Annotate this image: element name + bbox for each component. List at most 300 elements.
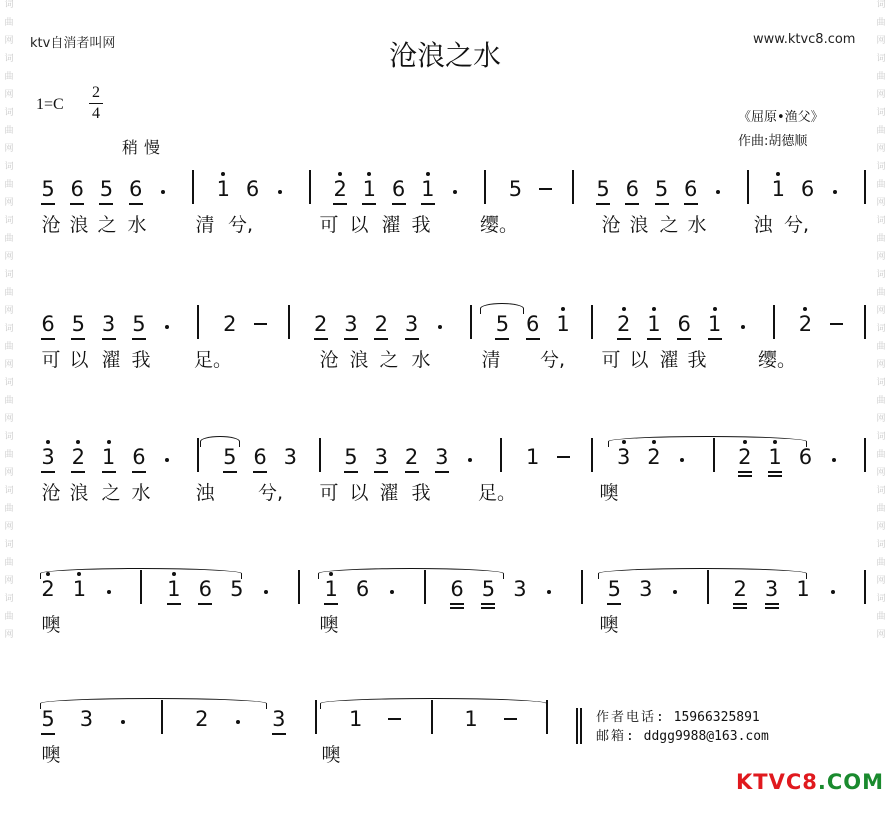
note-digit: 2 xyxy=(647,445,661,469)
note-digit: 3 xyxy=(435,445,449,469)
note xyxy=(646,446,662,468)
watermark-char: 网 xyxy=(876,630,886,640)
watermark-char: 曲 xyxy=(876,180,886,190)
note xyxy=(323,578,339,600)
note-digit: 1 xyxy=(796,577,810,601)
note xyxy=(767,446,783,468)
note xyxy=(197,578,213,600)
beam-line xyxy=(333,203,347,205)
barline xyxy=(309,170,311,204)
note-digit: 1 xyxy=(349,707,363,731)
note xyxy=(282,446,298,468)
note-digit: 6 xyxy=(245,177,260,201)
watermark-char: 网 xyxy=(4,252,14,262)
slur xyxy=(40,698,267,709)
barline xyxy=(747,170,749,204)
lyric-syllable: 可 xyxy=(601,349,621,371)
lyric-syllable: 足。 xyxy=(194,349,233,371)
watermark-char: 网 xyxy=(4,144,14,154)
watermark-char: 词 xyxy=(4,54,14,64)
note xyxy=(101,446,117,468)
watermark-char: 网 xyxy=(4,90,14,100)
lyric-syllable: 沧 xyxy=(41,482,61,504)
watermark-char: 词 xyxy=(4,540,14,550)
augmentation-dot xyxy=(264,590,268,594)
lyric-syllable: 兮, xyxy=(258,482,284,504)
note-digit: 1 xyxy=(464,707,478,731)
barline xyxy=(572,170,574,204)
lyric-syllable: 浪 xyxy=(629,214,649,236)
lyric-syllable: 以 xyxy=(69,349,89,371)
octave-dot xyxy=(652,307,656,311)
lyric-line xyxy=(0,214,890,240)
octave-dot xyxy=(46,440,50,444)
beam-line xyxy=(625,203,639,205)
watermark-char: 词 xyxy=(4,594,14,604)
beam-line xyxy=(41,471,55,473)
octave-dot xyxy=(338,172,342,176)
watermark-char: 曲 xyxy=(4,18,14,28)
augmentation-dot xyxy=(468,458,472,462)
beam-line xyxy=(738,475,752,477)
lyric-syllable: 浊 xyxy=(753,214,773,236)
extension-dash xyxy=(557,456,570,458)
lyric-syllable: 浪 xyxy=(69,482,89,504)
augmentation-dot xyxy=(236,720,240,724)
note xyxy=(555,313,571,335)
time-signature-top: 2 xyxy=(92,84,100,101)
augmentation-dot xyxy=(833,190,837,194)
note xyxy=(70,313,86,335)
watermark-char: 网 xyxy=(876,252,886,262)
lyric-syllable: 我 xyxy=(411,214,431,236)
note-digit: 6 xyxy=(677,312,691,336)
beam-line xyxy=(405,338,419,340)
note xyxy=(737,446,753,468)
beam-line xyxy=(102,338,116,340)
watermark-char: 曲 xyxy=(4,450,14,460)
watermark-char: 网 xyxy=(876,414,886,424)
lyric-syllable: 沧 xyxy=(601,214,621,236)
beam-line xyxy=(684,203,698,205)
note-digit: 3 xyxy=(344,312,358,336)
note xyxy=(616,313,632,335)
watermark-char: 词 xyxy=(876,162,886,172)
final-barline-2 xyxy=(580,708,582,744)
watermark-char: 曲 xyxy=(876,234,886,244)
beam-line xyxy=(768,475,782,477)
beam-line xyxy=(223,471,237,473)
watermark-char: 曲 xyxy=(876,450,886,460)
watermark-char: 曲 xyxy=(876,18,886,28)
note-digit: 5 xyxy=(508,177,523,201)
note xyxy=(373,313,389,335)
barline xyxy=(591,438,593,472)
watermark-char: 曲 xyxy=(4,558,14,568)
note xyxy=(404,446,420,468)
note xyxy=(683,178,699,200)
watermark-char: 词 xyxy=(4,486,14,496)
slur xyxy=(608,436,807,447)
watermark-char: 网 xyxy=(4,576,14,586)
lyric-line xyxy=(0,614,890,640)
note-digit: 5 xyxy=(223,445,237,469)
octave-dot xyxy=(107,440,111,444)
slur xyxy=(320,698,547,709)
lyric-syllable: 缨。 xyxy=(480,214,519,236)
lyric-syllable: 水 xyxy=(687,214,707,236)
note xyxy=(40,313,56,335)
lyric-syllable: 我 xyxy=(687,349,707,371)
augmentation-dot xyxy=(165,458,169,462)
note xyxy=(271,708,287,730)
watermark-char: 曲 xyxy=(876,126,886,136)
beam-line xyxy=(495,338,509,340)
note xyxy=(194,708,210,730)
note-digit: 2 xyxy=(616,312,631,336)
beam-line xyxy=(481,607,495,609)
lyric-syllable: 噢 xyxy=(599,614,619,636)
lyric-syllable: 之 xyxy=(97,214,117,236)
lyric-syllable: 噢 xyxy=(41,744,61,766)
lyric-syllable: 清 xyxy=(195,214,215,236)
octave-dot xyxy=(776,172,780,176)
watermark-char: 网 xyxy=(4,360,14,370)
note xyxy=(404,313,420,335)
note xyxy=(616,446,632,468)
barline xyxy=(773,305,775,339)
watermark-char: 网 xyxy=(876,306,886,316)
note-digit: 6 xyxy=(132,445,146,469)
barline xyxy=(288,305,290,339)
note xyxy=(654,178,670,200)
lyric-syllable: 之 xyxy=(379,349,399,371)
note-digit: 2 xyxy=(374,312,388,336)
site-header-left: ktv自消者叫网 xyxy=(30,36,116,51)
augmentation-dot xyxy=(107,590,111,594)
lyric-syllable: 兮, xyxy=(784,214,810,236)
note-digit: 1 xyxy=(72,577,87,601)
watermark-char: 网 xyxy=(4,306,14,316)
note xyxy=(131,313,147,335)
octave-dot xyxy=(803,307,807,311)
octave-dot xyxy=(561,307,565,311)
note-digit: 5 xyxy=(607,577,621,601)
watermark-char: 曲 xyxy=(876,396,886,406)
note-digit: 3 xyxy=(513,577,527,601)
augmentation-dot xyxy=(438,325,442,329)
barline xyxy=(581,570,583,604)
lyric-syllable: 以 xyxy=(629,349,649,371)
extension-dash xyxy=(504,718,517,720)
note xyxy=(732,578,748,600)
lyric-syllable: 可 xyxy=(319,482,339,504)
note xyxy=(355,578,371,600)
note-digit: 1 xyxy=(167,577,181,601)
note-digit: 5 xyxy=(99,177,114,201)
note-line xyxy=(0,560,890,608)
note-digit: 6 xyxy=(391,177,406,201)
watermark-char: 曲 xyxy=(876,72,886,82)
note xyxy=(40,578,56,600)
beam-line xyxy=(167,603,181,605)
lyric-syllable: 水 xyxy=(411,349,431,371)
lyric-syllable: 兮, xyxy=(228,214,254,236)
beam-line xyxy=(71,338,85,340)
lyric-syllable: 水 xyxy=(127,214,147,236)
note xyxy=(222,313,238,335)
watermark-char: 曲 xyxy=(4,288,14,298)
watermark-char: 曲 xyxy=(4,234,14,244)
note xyxy=(770,178,786,200)
contact-info xyxy=(596,708,769,746)
phone-label: 作者电话: xyxy=(596,710,666,725)
octave-dot xyxy=(221,172,225,176)
beam-line xyxy=(253,471,267,473)
lyric-syllable: 可 xyxy=(319,214,339,236)
note xyxy=(800,178,816,200)
note xyxy=(434,446,450,468)
note-digit: 1 xyxy=(771,177,786,201)
augmentation-dot xyxy=(680,458,684,462)
note-digit: 6 xyxy=(450,577,464,601)
phone-number: 15966325891 xyxy=(673,710,760,725)
lyric-syllable: 噢 xyxy=(321,744,341,766)
note-digit: 1 xyxy=(421,177,435,201)
augmentation-dot xyxy=(831,590,835,594)
beam-line xyxy=(733,603,747,605)
note xyxy=(98,178,114,200)
lyric-syllable: 噢 xyxy=(41,614,61,636)
note xyxy=(420,178,436,200)
watermark-char: 网 xyxy=(876,576,886,586)
lyric-syllable: 缨。 xyxy=(758,349,797,371)
note-digit: 5 xyxy=(344,445,358,469)
watermark-char: 词 xyxy=(4,108,14,118)
note-digit: 5 xyxy=(132,312,146,336)
barline xyxy=(864,170,866,204)
note-digit: 1 xyxy=(101,445,116,469)
note xyxy=(676,313,692,335)
lyric-syllable: 可 xyxy=(41,349,61,371)
lyric-syllable: 我 xyxy=(411,482,431,504)
beam-line xyxy=(481,603,495,605)
beam-line xyxy=(677,338,691,340)
note-digit: 1 xyxy=(647,312,661,336)
lyric-syllable: 濯 xyxy=(101,349,121,371)
note-digit: 2 xyxy=(313,312,328,336)
watermark-char: 网 xyxy=(876,90,886,100)
site-logo xyxy=(736,770,884,794)
note-digit: 3 xyxy=(374,445,388,469)
note xyxy=(128,178,144,200)
lyric-syllable: 以 xyxy=(349,214,369,236)
note xyxy=(40,446,56,468)
beam-line xyxy=(607,603,621,605)
note xyxy=(797,313,813,335)
note-digit: 1 xyxy=(362,177,377,201)
augmentation-dot xyxy=(547,590,551,594)
composer-credit: 作曲:胡德顺 xyxy=(738,134,808,149)
extension-dash xyxy=(254,323,267,325)
watermark-char: 网 xyxy=(876,198,886,208)
note-digit: 2 xyxy=(333,177,347,201)
note-digit: 3 xyxy=(283,445,298,469)
extension-dash xyxy=(388,718,401,720)
time-signature xyxy=(89,84,103,123)
email-label: 邮箱: xyxy=(596,729,636,744)
lyric-syllable: 浪 xyxy=(349,349,369,371)
lyric-line xyxy=(0,482,890,508)
note xyxy=(222,446,238,468)
beam-line xyxy=(41,203,55,205)
note xyxy=(313,313,329,335)
note-digit: 2 xyxy=(798,312,813,336)
barline xyxy=(591,305,593,339)
augmentation-dot xyxy=(278,190,282,194)
beam-line xyxy=(99,203,113,205)
watermark-char: 曲 xyxy=(876,342,886,352)
note xyxy=(252,446,268,468)
watermark-char: 词 xyxy=(876,108,886,118)
note xyxy=(373,446,389,468)
watermark-char: 网 xyxy=(4,198,14,208)
watermark-char: 词 xyxy=(4,162,14,172)
final-barline xyxy=(576,708,578,744)
watermark-char: 曲 xyxy=(4,342,14,352)
beam-line xyxy=(198,603,212,605)
barline xyxy=(197,305,199,339)
note-digit: 2 xyxy=(738,445,752,469)
time-signature-bottom: 4 xyxy=(92,105,100,122)
octave-dot xyxy=(426,172,430,176)
watermark-char: 词 xyxy=(876,0,886,10)
note-digit: 6 xyxy=(198,577,212,601)
beam-line xyxy=(41,338,55,340)
note-digit: 3 xyxy=(101,312,116,336)
barline xyxy=(470,305,472,339)
beam-line xyxy=(392,203,406,205)
email-address: ddgg9988@163.com xyxy=(643,729,769,744)
beam-line xyxy=(374,338,388,340)
key-signature: 1=C xyxy=(36,96,64,113)
note-digit: 3 xyxy=(41,445,55,469)
note-digit: 1 xyxy=(556,312,570,336)
lyric-syllable: 以 xyxy=(349,482,369,504)
watermark-char: 词 xyxy=(4,0,14,10)
note xyxy=(69,178,85,200)
lyric-line xyxy=(0,744,890,770)
note-digit: 2 xyxy=(71,445,85,469)
note xyxy=(40,178,56,200)
beam-line xyxy=(647,338,661,340)
beam-line xyxy=(617,338,631,340)
note-line xyxy=(0,295,890,343)
note xyxy=(480,578,496,600)
note-digit: 3 xyxy=(404,312,419,336)
note-digit: 6 xyxy=(800,177,815,201)
octave-dot xyxy=(76,440,80,444)
note xyxy=(606,578,622,600)
augmentation-dot xyxy=(673,590,677,594)
beam-line xyxy=(733,607,747,609)
note xyxy=(525,313,541,335)
watermark-char: 曲 xyxy=(4,396,14,406)
note-digit: 3 xyxy=(616,445,631,469)
watermark-char: 词 xyxy=(876,324,886,334)
note xyxy=(215,178,231,200)
watermark-char: 网 xyxy=(4,36,14,46)
note-digit: 5 xyxy=(481,577,496,601)
watermark-char: 曲 xyxy=(4,612,14,622)
note xyxy=(463,708,479,730)
beam-line xyxy=(344,338,358,340)
note xyxy=(707,313,723,335)
note xyxy=(101,313,117,335)
beam-line xyxy=(596,203,610,205)
note xyxy=(131,446,147,468)
watermark-char: 曲 xyxy=(4,180,14,190)
note-digit: 5 xyxy=(230,577,244,601)
note xyxy=(391,178,407,200)
watermark-char: 词 xyxy=(876,540,886,550)
lyric-syllable: 清 xyxy=(481,349,501,371)
watermark-char: 网 xyxy=(876,522,886,532)
beam-line xyxy=(344,471,358,473)
note-digit: 6 xyxy=(355,577,370,601)
watermark-char: 网 xyxy=(876,36,886,46)
note-digit: 5 xyxy=(495,312,510,336)
beam-line xyxy=(132,471,146,473)
watermark-char: 网 xyxy=(4,414,14,424)
beam-line xyxy=(41,733,55,735)
extension-dash xyxy=(830,323,843,325)
slur xyxy=(40,568,242,579)
note-digit: 5 xyxy=(41,707,55,731)
lyric-syllable: 噢 xyxy=(599,482,619,504)
beam-line xyxy=(768,471,782,473)
slur xyxy=(598,568,807,579)
watermark-char: 曲 xyxy=(4,72,14,82)
note-digit: 2 xyxy=(223,312,237,336)
note-line xyxy=(0,160,890,208)
note xyxy=(507,178,523,200)
barline xyxy=(315,700,317,734)
beam-line xyxy=(374,471,388,473)
note xyxy=(494,313,510,335)
beam-line xyxy=(324,603,338,605)
note-digit: 6 xyxy=(128,177,143,201)
note xyxy=(343,446,359,468)
note xyxy=(78,708,94,730)
note-digit: 1 xyxy=(768,445,782,469)
source-credit: 《屈原•渔父》 xyxy=(738,110,824,125)
watermark-char: 曲 xyxy=(876,612,886,622)
note xyxy=(646,313,662,335)
note-digit: 5 xyxy=(596,177,610,201)
watermark-char: 网 xyxy=(4,468,14,478)
barline xyxy=(864,305,866,339)
note xyxy=(361,178,377,200)
beam-line xyxy=(129,203,143,205)
tempo-marking: 稍慢 xyxy=(122,138,167,157)
octave-dot xyxy=(713,307,717,311)
watermark-char: 词 xyxy=(4,378,14,388)
beam-line xyxy=(405,471,419,473)
watermark-char: 词 xyxy=(4,216,14,226)
song-title: 沧浪之水 xyxy=(388,39,501,72)
note xyxy=(797,446,813,468)
